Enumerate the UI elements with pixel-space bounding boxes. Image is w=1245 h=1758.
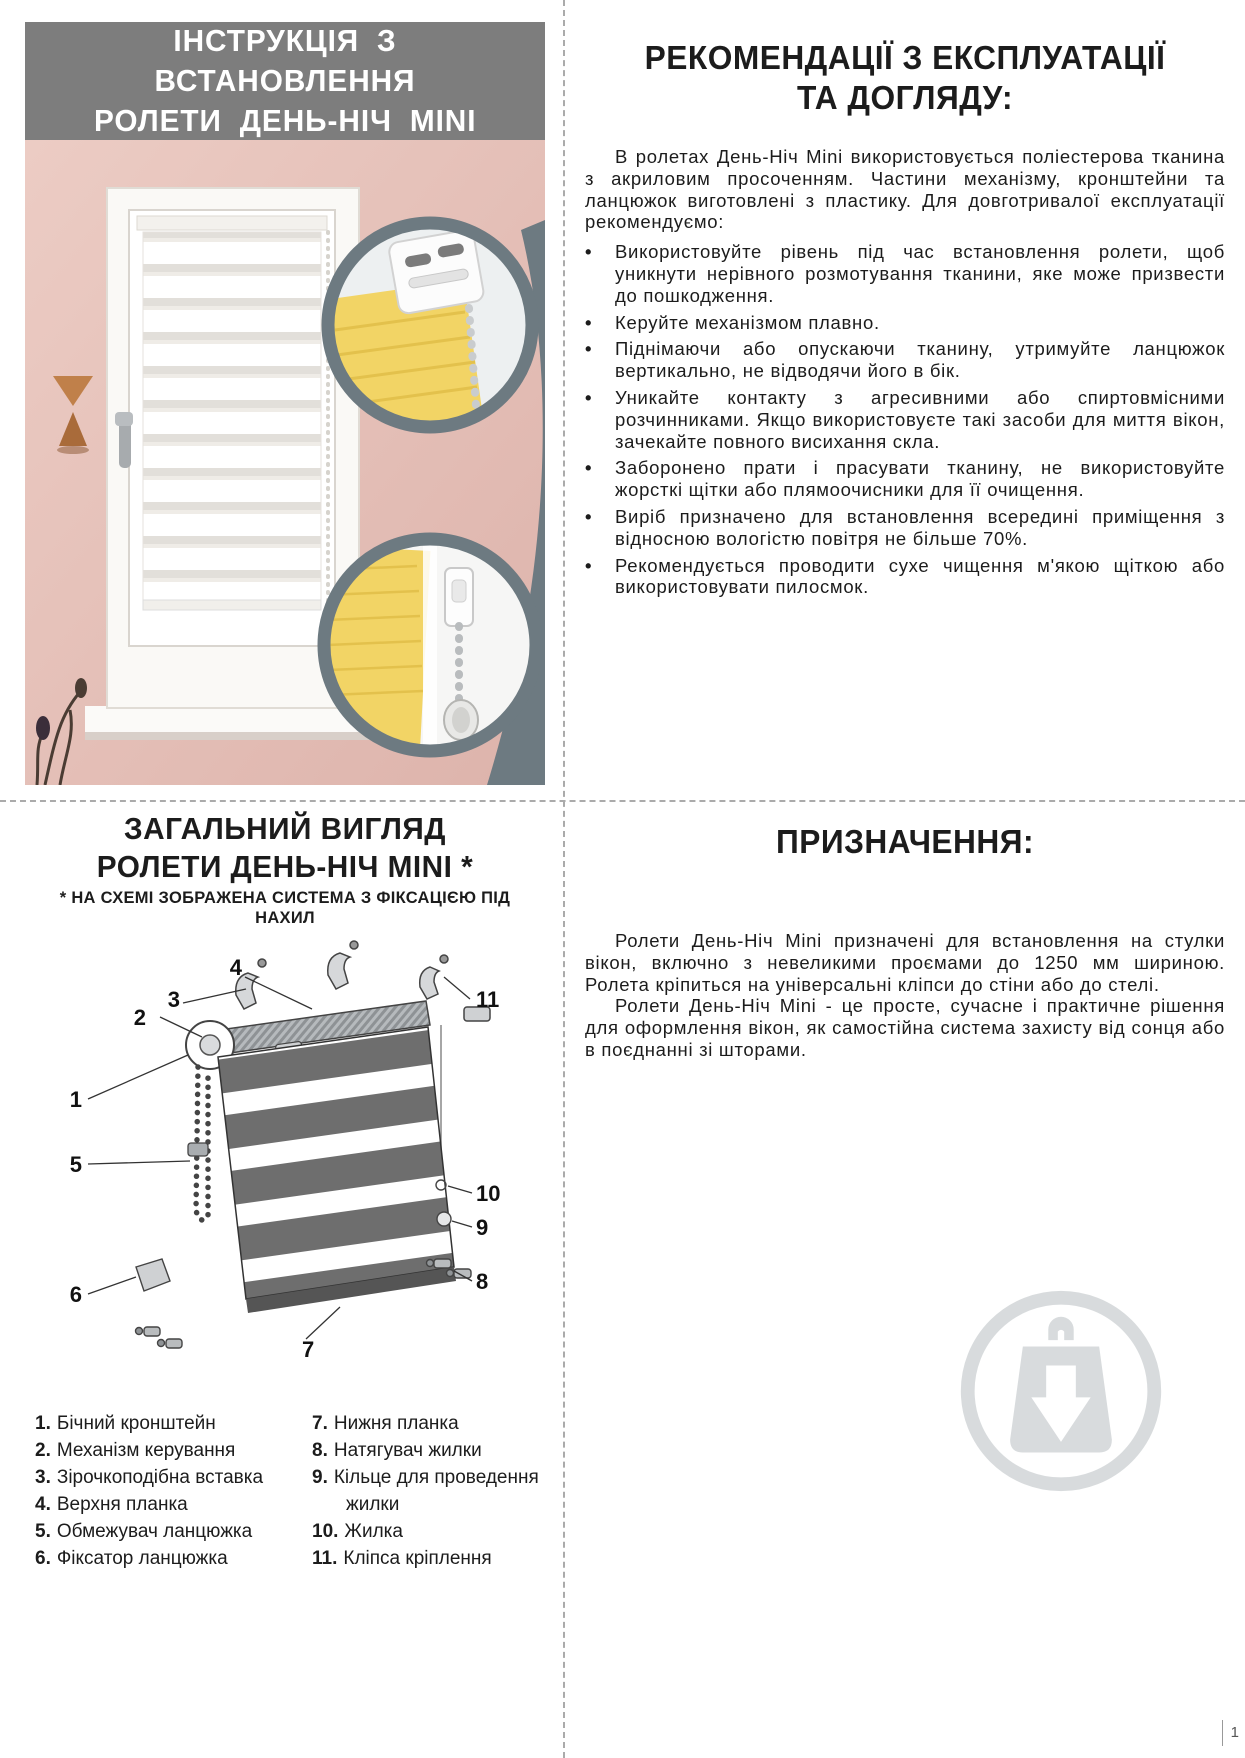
care-title-line2: ТА ДОГЛЯДУ: xyxy=(796,79,1014,116)
care-bullet-3: • Піднімаючи або опускаючи тканину, утримуйте ланцюжок вертикально, не відводячи його в бік. xyxy=(585,338,1225,382)
day-night-blind-fabric xyxy=(143,232,321,604)
diagram-chain-limiter xyxy=(188,1143,208,1156)
page-number: 1 xyxy=(1222,1720,1239,1746)
legend-item-4: 4. Верхня планка xyxy=(35,1494,188,1515)
shopping-bag-watermark-icon xyxy=(955,1285,1167,1497)
callout-6: 6 xyxy=(69,1282,82,1307)
care-bullet-list xyxy=(585,241,1225,598)
diagram-top-brackets xyxy=(236,941,490,1021)
callout-3: 3 xyxy=(167,987,180,1012)
callout-1: 1 xyxy=(69,1087,82,1112)
installation-header-banner xyxy=(25,22,545,140)
legend-item-9: 9. Кільце для проведення жилки xyxy=(312,1467,539,1515)
care-title-line1: РЕКОМЕНДАЦІЇ З ЕКСПЛУАТАЦІЇ xyxy=(644,39,1166,76)
diagram-note: * НА СХЕМІ ЗОБРАЖЕНА СИСТЕМА З ФІКСАЦІЄЮ ПІД НАХИЛ xyxy=(59,888,511,927)
diagram-legend xyxy=(35,1410,545,1572)
diagram-chain-fixator xyxy=(136,1259,183,1348)
legend-column-left xyxy=(35,1410,290,1572)
callout-5: 5 xyxy=(69,1152,82,1177)
callout-2: 2 xyxy=(133,1005,146,1030)
legend-item-3: 3. Зірочкоподібна вставка xyxy=(35,1467,264,1488)
general-view-title-line2: РОЛЕТИ ДЕНЬ-НІЧ MINI * xyxy=(96,849,474,884)
legend-item-6: 6. Фіксатор ланцюжка xyxy=(35,1548,228,1569)
blind-cassette xyxy=(137,216,327,230)
legend-item-10: 10. Жилка xyxy=(312,1521,403,1542)
blind-schematic-diagram xyxy=(40,915,530,1405)
horizontal-dashed-divider xyxy=(0,800,1245,802)
installation-header-line2: РОЛЕТИ ДЕНЬ-НІЧ MINI xyxy=(93,103,477,138)
general-view-title xyxy=(25,810,545,886)
care-bullet-7: • Рекомендується проводити сухе чищення м'якою щіткою або використовувати пилосмок. xyxy=(585,555,1225,599)
callout-9: 9 xyxy=(476,1215,489,1240)
legend-item-5: 5. Обмежувач ланцюжка xyxy=(35,1521,253,1542)
legend-item-8: 8. Натягувач жилки xyxy=(312,1440,482,1461)
legend-item-11: 11. Кліпса кріплення xyxy=(312,1548,492,1569)
purpose-section-title: ПРИЗНАЧЕННЯ: xyxy=(775,823,1035,860)
product-photo xyxy=(25,140,545,785)
care-bullet-6: • Виріб призначено для встановлення всередині приміщення з відносною вологістю повітря не більше 70%. xyxy=(585,506,1225,550)
legend-column-right xyxy=(290,1410,545,1572)
callout-7: 7 xyxy=(302,1337,315,1362)
care-bullet-5: • Заборонено прати і прасувати тканину, не використовуйте жорсткі щітки або плямоочисники для її очищення. xyxy=(585,457,1225,501)
callout-11: 11 xyxy=(476,987,500,1012)
callout-4: 4 xyxy=(229,955,242,980)
callout-8: 8 xyxy=(476,1269,489,1294)
purpose-paragraph-1: Ролети День-Ніч Mini призначені для встановлення на стулки вікон, включно з невеликими проємами до 1250 мм шириною. Ролета кріпиться на універсальні кліпси до стіни або до стелі. xyxy=(585,930,1225,995)
care-recommendations-section xyxy=(585,38,1225,603)
diagram-zebra-fabric xyxy=(218,1027,454,1299)
callout-10: 10 xyxy=(476,1181,501,1206)
care-bullet-4: • Уникайте контакту з агресивними або спиртовмісними розчинниками. Якщо використовуєте такі засоби для миття вікон, зачекайте повного висихання скла. xyxy=(585,387,1225,452)
care-intro-paragraph: В ролетах День-Ніч Mini використовується поліестерова тканина з акриловим просоченням. Частини механізму, кронштейни та ланцюжок виготовлені з пластику. Для довготривалої експлуатації рекомендуємо: xyxy=(585,146,1225,233)
purpose-section-text xyxy=(585,930,1225,1061)
legend-item-1: 1. Бічний кронштейн xyxy=(35,1413,216,1434)
installation-header-line1: ІНСТРУКЦІЯ З ВСТАНОВЛЕННЯ xyxy=(154,23,416,98)
purpose-paragraph-2: Ролети День-Ніч Mini - це просте, сучасне і практичне рішення для оформлення вікон, як самостійна система захисту від сонця або в поєднанні зі шторами. xyxy=(585,995,1225,1060)
legend-item-2: 2. Механізм керування xyxy=(35,1440,236,1461)
blind-bottom-bar xyxy=(143,600,321,610)
blind-schematic-svg xyxy=(40,915,530,1405)
product-photo-illustration xyxy=(25,140,545,785)
care-bullet-2: • Керуйте механізмом плавно. xyxy=(585,312,1225,334)
vertical-dashed-divider xyxy=(563,0,565,1758)
legend-item-7: 7. Нижня планка xyxy=(312,1413,459,1434)
general-view-title-line1: ЗАГАЛЬНИЙ ВИГЛЯД xyxy=(124,811,446,846)
care-bullet-1: • Використовуйте рівень під час встановлення ролети, щоб уникнути нерівного розмотування тканини, яке може призвести до пошкодження. xyxy=(585,241,1225,306)
